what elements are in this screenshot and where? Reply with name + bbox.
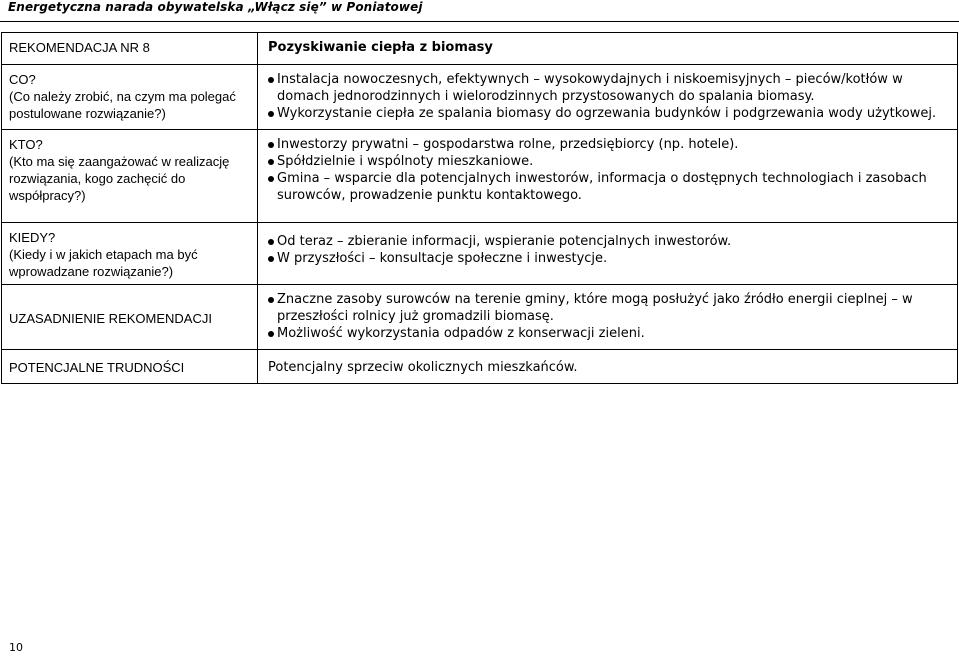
bullet-item [268,233,949,250]
bullet-item [268,250,949,267]
bullet-text: Od teraz – zbieranie informacji, wspieranie potencjalnych inwestorów. [277,234,732,249]
row-content-kto [258,130,958,223]
bullet-item [268,170,949,204]
row-label-uzasadnienie: UZASADNIENIE REKOMENDACJI [2,285,258,350]
bullet-text: Gmina – wsparcie dla potencjalnych inwestorów, informacja o dostępnych technologiach i zasobach surowców, prowadzenie punktu kontaktowego. [277,171,927,203]
bullet-text: Znaczne zasoby surowców na terenie gminy, które mogą posłużyć jako źródło energii cieplnej – w przeszłości rolnicy już gromadzili biomasę. [277,292,913,324]
table-row [2,223,958,285]
table-row [2,65,958,130]
table-row [2,350,958,384]
document-header: Energetyczna narada obywatelska „Włącz się” w Poniatowej [8,0,423,14]
bullet-icon [268,159,274,165]
recommendation-table [1,32,958,384]
table-row [2,33,958,65]
page-number: 10 [9,641,23,654]
row-label-kiedy [2,223,258,285]
recommendation-title: Pozyskiwanie ciepła z biomasy [258,33,958,65]
bullet-icon [268,77,274,83]
header-rule [0,21,959,22]
row-content-co [258,65,958,130]
table-row [2,130,958,223]
bullet-icon [268,142,274,148]
bullet-text: Inwestorzy prywatni – gospodarstwa rolne, przedsiębiorcy (np. hotele). [277,137,739,152]
bullet-item [268,153,949,170]
bullet-item [268,105,949,122]
row-label-kto [2,130,258,223]
bullet-item [268,291,949,325]
row-label-heading: KTO? [9,137,43,152]
bullet-text: Spółdzielnie i wspólnoty mieszkaniowe. [277,154,534,169]
row-label-description: (Kto ma się zaangażować w realizację rozwiązania, kogo zachęcić do współpracy?) [9,154,230,203]
bullet-text: Instalacja nowoczesnych, efektywnych – wysokowydajnych i niskoemisyjnych – pieców/kotłów w domach jednorodzinnych i wielorodzinnych przystosowanych do spalania biomasy. [277,72,903,104]
bullet-icon [268,331,274,337]
row-label-heading: KIEDY? [9,230,56,245]
row-label-trudnosci: POTENCJALNE TRUDNOŚCI [2,350,258,384]
row-label-description: (Co należy zrobić, na czym ma polegać postulowane rozwiązanie?) [9,89,236,121]
row-content-trudnosci: Potencjalny sprzeciw okolicznych mieszkańców. [258,350,958,384]
bullet-item [268,325,949,342]
bullet-icon [268,256,274,262]
bullet-icon [268,176,274,182]
bullet-text: W przyszłości – konsultacje społeczne i inwestycje. [277,251,608,266]
bullet-icon [268,239,274,245]
table-row [2,285,958,350]
row-content-kiedy [258,223,958,285]
row-label-co [2,65,258,130]
bullet-icon [268,111,274,117]
bullet-item [268,71,949,105]
row-content-uzasadnienie [258,285,958,350]
bullet-icon [268,297,274,303]
recommendation-number: REKOMENDACJA NR 8 [2,33,258,65]
bullet-text: Możliwość wykorzystania odpadów z konserwacji zieleni. [277,326,645,341]
bullet-text: Wykorzystanie ciepła ze spalania biomasy do ogrzewania budynków i podgrzewania wody użytkowej. [277,106,937,121]
row-label-description: (Kiedy i w jakich etapach ma być wprowadzane rozwiązanie?) [9,247,198,279]
bullet-item [268,136,949,153]
row-label-heading: CO? [9,72,36,87]
